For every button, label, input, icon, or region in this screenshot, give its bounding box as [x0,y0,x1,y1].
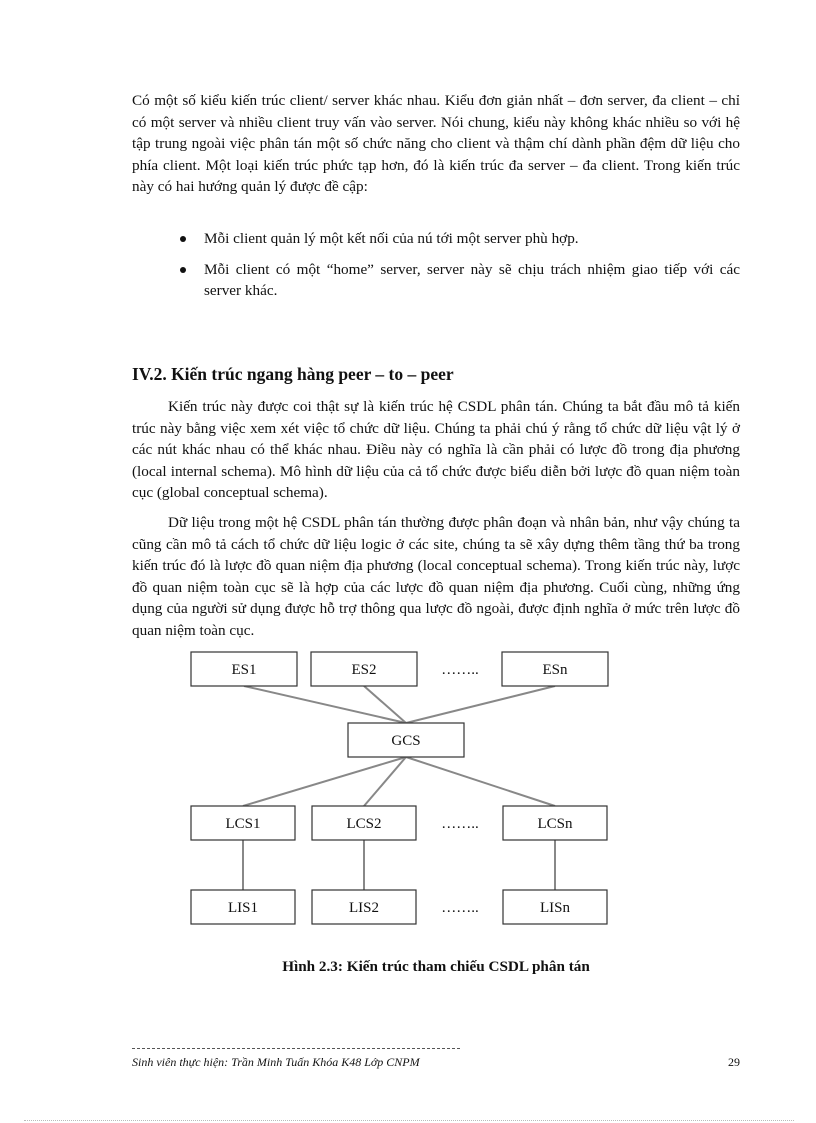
connector-es1-gcs [244,686,406,723]
lcs1-label: LCS1 [225,816,261,832]
esn-label: ESn [542,662,568,678]
connector-gcs-lcs1 [243,757,406,806]
diagram-connectors [243,686,555,890]
lcs2-label: LCS2 [346,816,382,832]
section-heading: IV.2. Kiến trúc ngang hàng peer – to – peer [132,364,454,384]
figure-caption: Hình 2.3: Kiến trúc tham chiếu CSDL phân tán [282,958,590,975]
lis2-label: LIS2 [349,900,379,916]
paragraph-2: Kiến trúc này được coi thật sự là kiến trúc hệ CSDL phân tán. Chúng ta bắt đầu mô tả kiến trúc này bằng việc xem xét việc tổ chức dữ liệu. Chúng ta phải chú ý rằng tổ chức dữ liệu vật lý ở các nút khác nhau có thể khác nhau. Điều này có nghĩa là cần phải có lược đồ trong địa phương (local internal schema). Mô hình dữ liệu của cả tổ chức được biểu diễn bởi lược đồ quan niệm toàn cục (global conceptual schema). [132,398,740,502]
es1-label: ES1 [231,662,257,678]
bullet-text: Mỗi client quản lý một kết nối của nú tới một server phù hợp. [204,230,579,247]
bottom-dotted-line [24,1120,794,1121]
lis-ellipsis: …….. [441,900,479,916]
bullet-text: Mỗi client có một “home” server, server này sẽ chịu trách nhiệm giao tiếp với các server khác. [204,260,740,300]
lcs-ellipsis: …….. [441,816,479,832]
gcs-label: GCS [391,733,421,749]
footer-divider [132,1048,460,1049]
connector-esn-gcs [406,686,555,723]
intro-paragraph: Có một số kiểu kiến trúc client/ server khác nhau. Kiểu đơn giản nhất – đơn server, đa client – chỉ có một server và nhiều client truy vấn vào server. Nói chung, kiểu này không khác nhiều so với hệ tập trung ngoài việc phân tán một số chức năng cho client và thậm chí dành phần đệm dữ liệu cho phía client. Một loại kiến trúc phức tạp hơn, đó là kiến trúc đa server – đa client. Trong kiến trúc này có hai hướng quản lý được đề cập: [132,92,740,196]
footer-author: Sinh viên thực hiện: Trần Minh Tuấn Khóa K48 Lớp CNPM [132,1055,420,1069]
es2-label: ES2 [351,662,377,678]
es-ellipsis: …….. [441,662,479,678]
lcsn-label: LCSn [537,816,573,832]
lisn-label: LISn [540,900,570,916]
lis1-label: LIS1 [228,900,258,916]
page-number: 29 [728,1055,740,1069]
connector-gcs-lcsn [406,757,555,806]
paragraph-3: Dữ liệu trong một hệ CSDL phân tán thường được phân đoạn và nhân bản, như vậy chúng ta cũng cần mô tả cách tổ chức dữ liệu logic ở các site, chúng ta sẽ xây dựng thêm tầng thứ ba trong kiến trúc đó là lược đồ quan niệm địa phương (local conceptual schema). Trong kiến trúc này, lược đồ quan niệm toàn cục sẽ là hợp của các lược đồ quan niệm địa phương. Cuối cùng, những ứng dụng của người sử dụng được hỗ trợ thông qua lược đồ ngoài, được định nghĩa ở mức trên lược đồ quan niệm toàn cục. [132,514,740,639]
